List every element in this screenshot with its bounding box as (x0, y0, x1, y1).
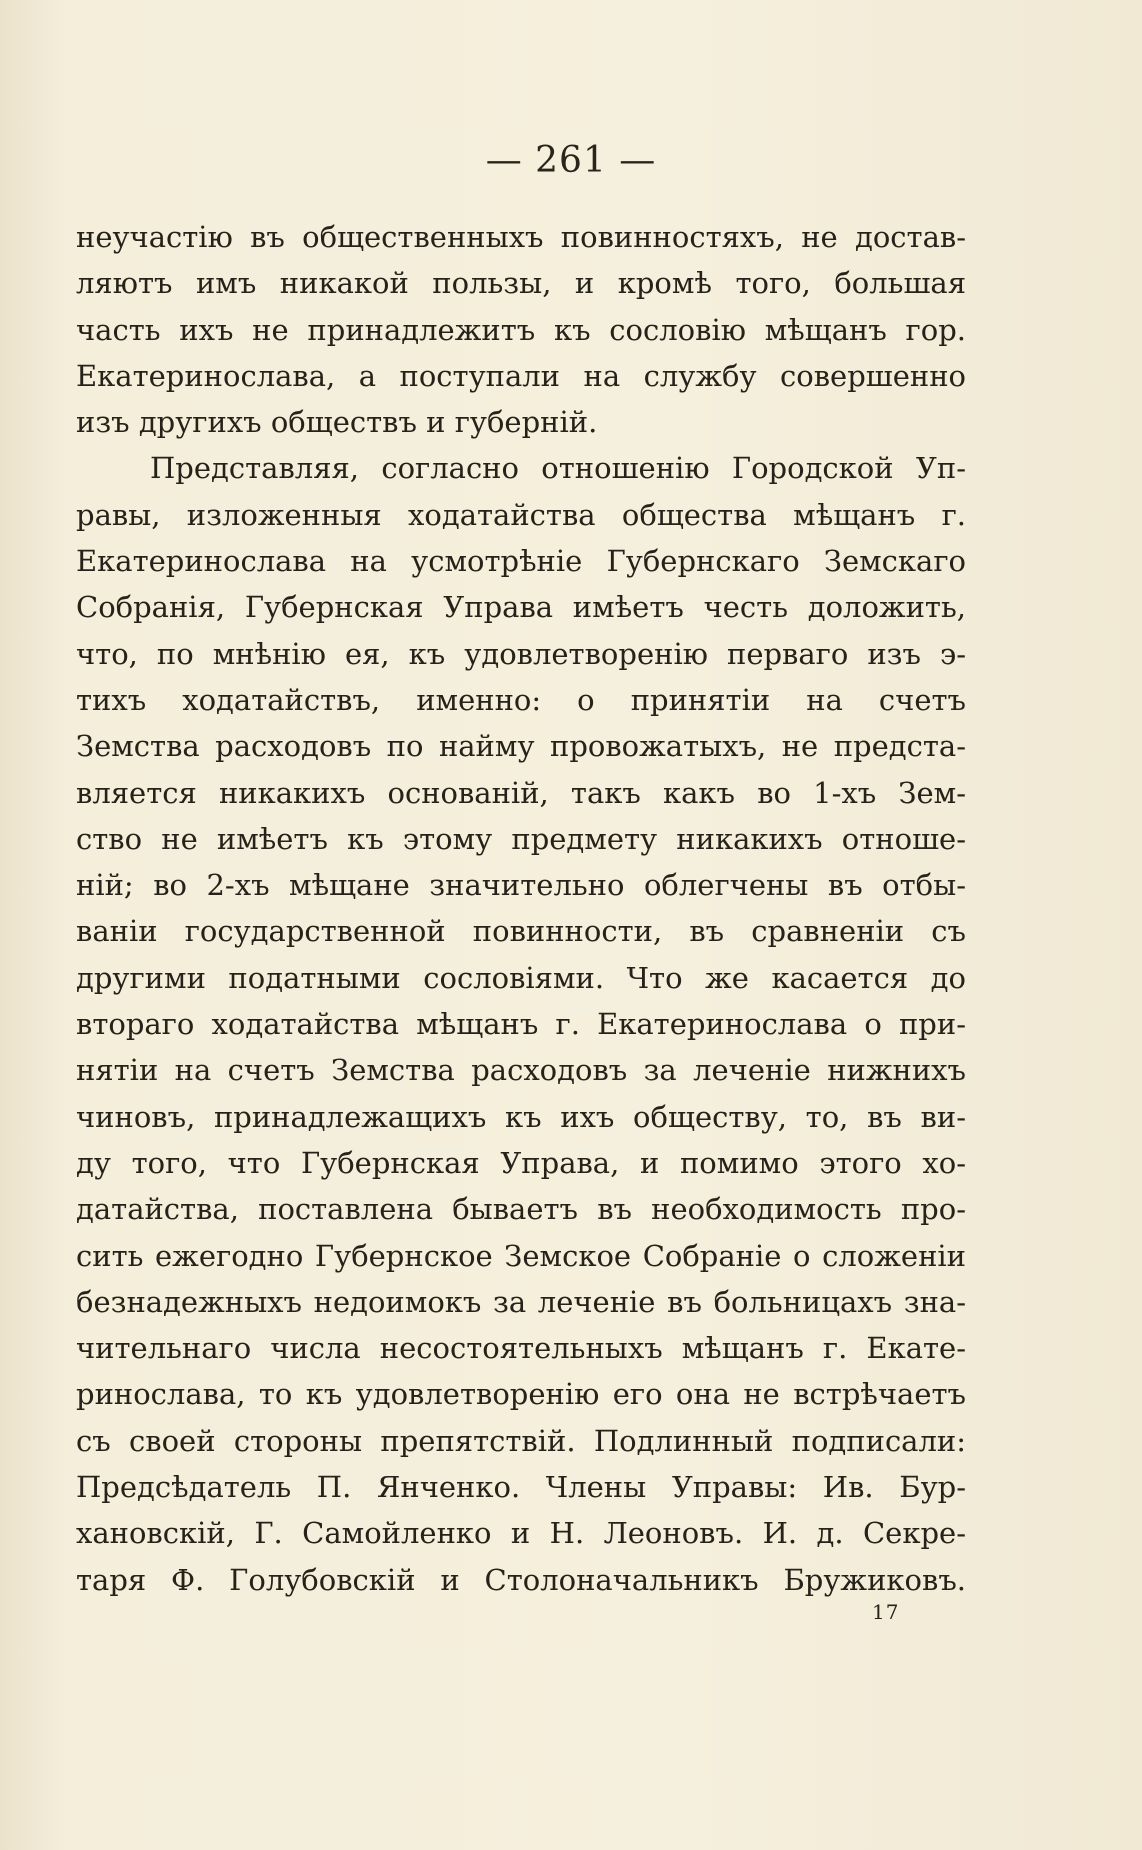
text-line: втораго ходатайства мѣщанъ г. Екатеринослава о при- (76, 1007, 966, 1042)
text-line: датайства, поставлена бываетъ въ необходимость про- (76, 1192, 966, 1227)
text-line: ство не имѣетъ къ этому предмету никакихъ отноше- (76, 821, 966, 856)
text-line: чиновъ, принадлежащихъ къ ихъ обществу, то, въ ви- (76, 1099, 966, 1134)
text-line: часть ихъ не принадлежитъ къ сословію мѣщанъ гор. (76, 312, 966, 347)
text-line: сить ежегодно Губернское Земское Собраніе о сложеніи (76, 1238, 966, 1273)
text-line: съ своей стороны препятствій. Подлинный подписали: (76, 1423, 966, 1458)
text-line: ляютъ имъ никакой пользы, и кромѣ того, большая (76, 266, 966, 301)
text-line: ваніи государственной повинности, въ сравненіи съ (76, 914, 966, 949)
text-line: нятіи на счетъ Земства расходовъ за леченіе нижнихъ (76, 1053, 966, 1088)
text-line: чительнаго числа несостоятельныхъ мѣщанъ г. Екате- (76, 1331, 966, 1366)
text-line: таря Ф. Голубовскій и Столоначальникъ Бружиковъ. (76, 1562, 966, 1597)
text-line: что, по мнѣнію ея, къ удовлетворенію перваго изъ э- (76, 636, 966, 671)
text-line: Представляя, согласно отношенію Городской Уп- (150, 451, 966, 486)
text-line: Екатеринослава, а поступали на службу совершенно (76, 358, 966, 393)
text-line: Собранія, Губернская Управа имѣетъ честь доложить, (76, 590, 966, 625)
text-line: тихъ ходатайствъ, именно: о принятіи на счетъ (76, 682, 966, 717)
text-line: хановскій, Г. Самойленко и Н. Леоновъ. И. д. Секре- (76, 1516, 966, 1551)
text-line: неучастію въ общественныхъ повинностяхъ, не достав- (76, 220, 966, 254)
text-line: ду того, что Губернская Управа, и помимо этого хо- (76, 1145, 966, 1180)
text-line: другими податными сословіями. Что же касается до (76, 960, 966, 995)
text-line: вляется никакихъ основаній, такъ какъ во 1-хъ Зем- (76, 775, 966, 810)
signature-mark: 17 (872, 1600, 900, 1624)
text-line: Екатеринослава на усмотрѣніе Губернскаго Земскаго (76, 544, 966, 579)
body-text (76, 214, 966, 1603)
text-line: изъ другихъ обществъ и губерній. (76, 405, 598, 440)
text-line: равы, изложенныя ходатайства общества мѣщанъ г. (76, 497, 966, 532)
text-line: безнадежныхъ недоимокъ за леченіе въ больницахъ зна- (76, 1284, 966, 1319)
text-line: Земства расходовъ по найму провожатыхъ, не предста- (76, 729, 966, 764)
text-line: Предсѣдатель П. Янченко. Члены Управы: Ив. Бур- (76, 1470, 966, 1505)
text-line: ній; во 2-хъ мѣщане значительно облегчены въ отбы- (76, 868, 966, 903)
text-line: ринослава, то къ удовлетворенію его она не встрѣчаетъ (76, 1377, 966, 1412)
page-number: — 261 — (485, 140, 657, 181)
